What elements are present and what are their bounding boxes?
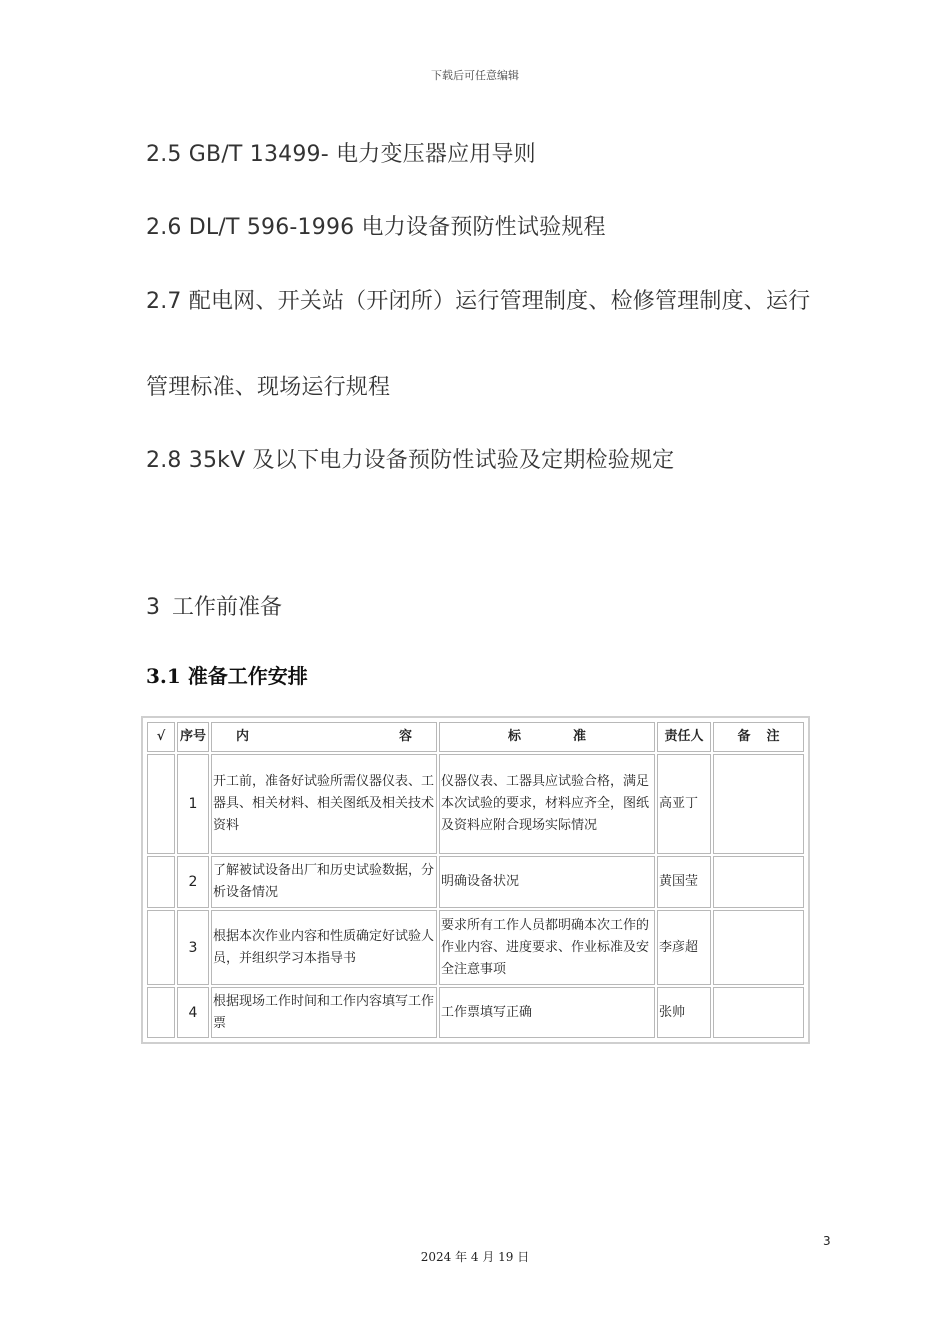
owner-cell: 张帅 xyxy=(657,987,711,1038)
header-content xyxy=(211,722,437,752)
reference-2-7-continued: 管理标准、现场运行规程 xyxy=(146,375,391,400)
seq-cell: 2 xyxy=(177,856,209,908)
header-owner: 责任人 xyxy=(657,722,711,752)
check-cell xyxy=(147,856,175,908)
check-cell xyxy=(147,987,175,1038)
header-note xyxy=(713,722,804,752)
reference-2-6: 2.6 DL/T 596-1996 电力设备预防性试验规程 xyxy=(146,215,606,240)
header-content-char-1: 内 xyxy=(235,729,249,745)
standard-cell: 要求所有工作人员都明确本次工作的作业内容、进度要求、作业标准及安全注意事项 xyxy=(439,910,655,985)
content-cell: 根据本次作业内容和性质确定好试验人员，并组织学习本指导书 xyxy=(211,910,437,985)
note-cell xyxy=(713,910,804,985)
check-cell xyxy=(147,910,175,985)
note-cell xyxy=(713,987,804,1038)
reference-2-7: 2.7 配电网、开关站（开闭所）运行管理制度、检修管理制度、运行 xyxy=(146,289,811,314)
header-note-char-2: 注 xyxy=(766,729,780,745)
header-content-char-2: 容 xyxy=(399,729,413,745)
owner-cell: 高亚丁 xyxy=(657,754,711,854)
standard-cell: 仪器仪表、工器具应试验合格，满足本次试验的要求，材料应齐全，图纸及资料应附合现场实际情况 xyxy=(439,754,655,854)
table-row xyxy=(147,910,804,985)
section-number: 3 xyxy=(146,595,160,620)
table-row xyxy=(147,856,804,908)
header-check: √ xyxy=(147,722,175,752)
standard-cell: 工作票填写正确 xyxy=(439,987,655,1038)
header-standard-char-2: 准 xyxy=(573,729,587,745)
content-cell: 开工前，准备好试验所需仪器仪表、工器具、相关材料、相关图纸及相关技术资料 xyxy=(211,754,437,854)
reference-2-5: 2.5 GB/T 13499- 电力变压器应用导则 xyxy=(146,142,536,167)
seq-cell: 3 xyxy=(177,910,209,985)
section-title: 工作前准备 xyxy=(172,595,283,620)
table-row xyxy=(147,987,804,1038)
content-cell: 了解被试设备出厂和历史试验数据，分析设备情况 xyxy=(211,856,437,908)
header-note: 下载后可任意编辑 xyxy=(431,69,519,82)
preparation-table-frame xyxy=(141,716,810,1044)
owner-cell: 黄国莹 xyxy=(657,856,711,908)
note-cell xyxy=(713,856,804,908)
seq-cell: 1 xyxy=(177,754,209,854)
table-row xyxy=(147,754,804,854)
reference-2-8: 2.8 35kV 及以下电力设备预防性试验及定期检验规定 xyxy=(146,448,675,473)
content-cell: 根据现场工作时间和工作内容填写工作票 xyxy=(211,987,437,1038)
footer-date: 2024 年 4 月 19 日 xyxy=(420,1250,530,1264)
note-cell xyxy=(713,754,804,854)
header-seq: 序号 xyxy=(177,722,209,752)
table-header-row xyxy=(147,722,804,752)
check-cell xyxy=(147,754,175,854)
header-standard xyxy=(439,722,655,752)
header-standard-char-1: 标 xyxy=(507,729,521,745)
seq-cell: 4 xyxy=(177,987,209,1038)
owner-cell: 李彦超 xyxy=(657,910,711,985)
page-number: 3 xyxy=(823,1234,831,1248)
section-heading xyxy=(146,590,282,621)
preparation-table xyxy=(145,720,806,1040)
subsection-heading: 3.1 准备工作安排 xyxy=(146,664,308,688)
header-note-char-1: 备 xyxy=(737,729,751,745)
standard-cell: 明确设备状况 xyxy=(439,856,655,908)
